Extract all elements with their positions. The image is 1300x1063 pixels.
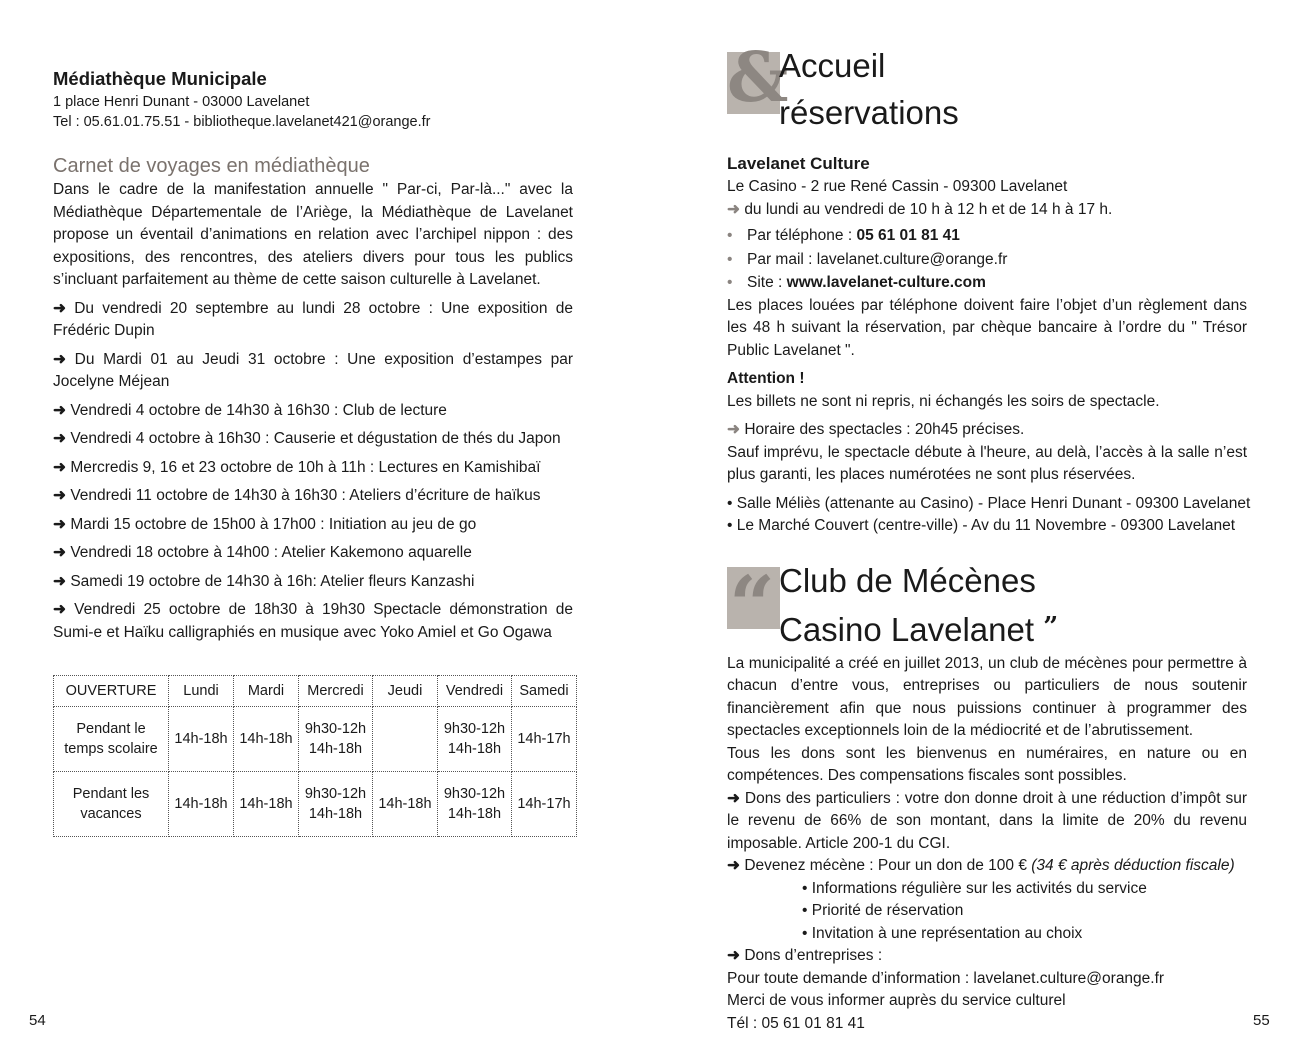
- column-header: Vendredi: [437, 676, 511, 707]
- site-label: Site :: [747, 274, 787, 291]
- show-time-text: Horaire des spectacles : 20h45 précises.: [744, 421, 1025, 438]
- row-label-line: temps scolaire: [64, 741, 158, 757]
- company-donations: [727, 945, 1247, 968]
- arrow-icon: ➜: [53, 572, 66, 590]
- event-item: [53, 571, 573, 594]
- heading-line-text: Casino Lavelanet: [779, 610, 1044, 648]
- heading-line: Accueil: [779, 47, 886, 84]
- benefit-item: • Informations régulière sur les activités du service: [802, 879, 1147, 897]
- event-item: [53, 514, 573, 537]
- event-item: [53, 298, 573, 343]
- cell-line: 9h30-12h: [443, 786, 506, 802]
- hours-text: du lundi au vendredi de 10 h à 12 h et de 14 h à 17 h.: [744, 200, 1113, 218]
- venue-line: • Salle Méliès (attenante au Casino) - Place Henri Dunant - 09300 Lavelanet: [727, 494, 1251, 512]
- intro-paragraph: Dans le cadre de la manifestation annuelle " Par-ci, Par-là..." avec la Médiathèque Départementale de l’Ariège, la Médiathèque de Lavelanet propose un éventail d’animations en relation avec l’archipel nippon : des expositions, des rencontres, des ateliers divers pour tous les publics s’incluant parfaitement au thème de cette saison culturelle à Lavelanet.: [53, 181, 573, 288]
- table-cell: 14h-18h: [169, 707, 234, 772]
- ampersand-glyph: &: [727, 38, 789, 118]
- opening-hours-table: [53, 675, 577, 837]
- phone-label: Par téléphone :: [747, 227, 857, 244]
- right-column: [727, 38, 1251, 1035]
- heading-line: Club de Mécènes: [779, 561, 1036, 599]
- arrow-icon: ➜: [727, 789, 740, 807]
- table-cell: 14h-18h: [233, 772, 298, 837]
- attention-text: Les billets ne sont ni repris, ni échangés les soirs de spectacle.: [727, 392, 1160, 410]
- show-time: [727, 419, 1247, 442]
- column-header: OUVERTURE: [54, 676, 169, 707]
- cell-line: 9h30-12h: [304, 721, 367, 737]
- heading-line: réservations: [779, 94, 959, 131]
- table-cell: 14h-17h: [511, 772, 576, 837]
- opening-hours: [727, 199, 1247, 222]
- table-row: [54, 772, 577, 837]
- arrow-icon: ➜: [53, 544, 66, 561]
- info-request: Pour toute demande d’information : lavelanet.culture@orange.fr: [727, 969, 1165, 987]
- phone-number: 05 61 01 81 41: [856, 227, 960, 244]
- payment-note: Les places louées par téléphone doivent faire l’objet d’un règlement dans les 48 h suivant la réservation, par chèque bancaire à l’ordre du " Trésor Public Lavelanet ".: [727, 296, 1247, 359]
- arrow-icon: ➜: [53, 299, 66, 317]
- benefit-item: • Priorité de réservation: [802, 902, 964, 919]
- event-text: Vendredi 25 octobre de 18h30 à 19h30 Spectacle démonstration de Sumi-e et Haïku calligraphiés en musique avec Yoko Amiel et Go Ogawa: [53, 601, 573, 641]
- table-cell: [298, 772, 372, 837]
- arrow-icon: ➜: [53, 350, 66, 368]
- site-url: www.lavelanet-culture.com: [786, 274, 986, 291]
- arrow-icon: ➜: [727, 421, 740, 438]
- contact-item: [727, 249, 1247, 272]
- ampersand-icon: [727, 38, 789, 118]
- table-cell: 14h-18h: [372, 772, 437, 837]
- event-text: Mercredis 9, 16 et 23 octobre de 10h à 11h : Lectures en Kamishibaï: [70, 458, 541, 476]
- mail-label: Par mail : lavelanet.culture@orange.fr: [747, 250, 1008, 268]
- late-note: Sauf imprévu, le spectacle débute à l'heure, au delà, l’accès à la salle n’est plus garanti, les places numérotées ne sont plus réservées.: [727, 443, 1247, 483]
- row-label-line: Pendant le: [76, 721, 146, 737]
- right-page: [650, 0, 1300, 1063]
- row-label: [54, 772, 169, 837]
- arrow-icon: ➜: [727, 200, 740, 218]
- table-row: [54, 707, 577, 772]
- section-heading-accueil: [727, 38, 1247, 138]
- attention-title: Attention !: [727, 370, 805, 387]
- event-item: [53, 400, 573, 423]
- column-header: Mercredi: [298, 676, 372, 707]
- company-donations-text: Dons d’entreprises :: [744, 947, 883, 964]
- club-intro: La municipalité a créé en juillet 2013, un club de mécènes pour permettre à chacun d’entre vous, entreprises ou particuliers de nous soutenir financièrement afin que nous puissions continuer à programmer des spectacles exceptionnels loin de la médiocrité et de l’abrutissement.: [727, 654, 1247, 739]
- arrow-icon: ➜: [53, 401, 66, 419]
- table-cell: [437, 772, 511, 837]
- venue-name: Médiathèque Municipale: [53, 68, 267, 89]
- event-item: [53, 457, 573, 480]
- heading-text: [779, 42, 959, 136]
- thanks-line: Merci de vous informer auprès du service culturel: [727, 992, 1066, 1009]
- venue-address: 1 place Henri Dunant - 03000 Lavelanet: [53, 94, 310, 110]
- page-number: 54: [29, 1012, 46, 1029]
- venue-line: • Le Marché Couvert (centre-ville) - Av du 11 Novembre - 09300 Lavelanet: [727, 517, 1235, 534]
- arrow-icon: ➜: [53, 430, 66, 447]
- row-label-line: vacances: [80, 806, 142, 822]
- quote-icon: [727, 557, 780, 652]
- become-patron: [727, 855, 1247, 878]
- arrow-icon: ➜: [53, 458, 66, 476]
- page-number: 55: [1253, 1012, 1270, 1029]
- event-text: Vendredi 18 octobre à 14h00 : Atelier Kakemono aquarelle: [70, 544, 472, 561]
- club-donations: Tous les dons sont les bienvenus en numéraires, en nature ou en compétences. Des compensations fiscales sont possibles.: [727, 744, 1247, 784]
- section-title: Carnet de voyages en médiathèque: [53, 155, 370, 177]
- arrow-icon: ➜: [53, 487, 66, 504]
- event-item: [53, 349, 573, 394]
- event-item: [53, 599, 573, 644]
- event-item: [53, 428, 573, 451]
- row-label-line: Pendant les: [72, 786, 150, 802]
- venue-contact: Tel : 05.61.01.75.51 - bibliotheque.lavelanet421@orange.fr: [53, 114, 431, 130]
- arrow-icon: ➜: [53, 601, 66, 618]
- event-text: Vendredi 4 octobre à 16h30 : Causerie et dégustation de thés du Japon: [70, 430, 561, 447]
- cell-line: 14h-18h: [447, 741, 502, 757]
- event-item: [53, 485, 573, 508]
- heading-text: [779, 557, 1058, 653]
- heading-line: [779, 604, 1058, 653]
- event-text: Samedi 19 octobre de 14h30 à 16h: Atelier fleurs Kanzashi: [70, 572, 475, 590]
- contact-item: [727, 272, 1247, 295]
- table-header-row: [54, 676, 577, 707]
- column-header: Mardi: [233, 676, 298, 707]
- event-text: Vendredi 4 octobre de 14h30 à 16h30 : Club de lecture: [70, 401, 447, 419]
- table-cell: 14h-18h: [169, 772, 234, 837]
- individual-donations: [727, 788, 1247, 856]
- cell-line: 9h30-12h: [304, 786, 367, 802]
- table-cell: 14h-18h: [233, 707, 298, 772]
- row-label: [54, 707, 169, 772]
- event-item: [53, 542, 573, 565]
- arrow-icon: ➜: [727, 857, 740, 874]
- become-note: (34 € après déduction fiscale): [1031, 857, 1235, 874]
- phone-line: Tél : 05 61 01 81 41: [727, 1014, 865, 1032]
- event-text: Du Mardi 01 au Jeudi 31 octobre : Une exposition d’estampes par Jocelyne Méjean: [53, 350, 574, 390]
- quote-glyph: “: [729, 557, 776, 652]
- contact-list: [727, 225, 1247, 295]
- contact-item: [727, 225, 1247, 248]
- close-quote-icon: ”: [1043, 611, 1059, 642]
- section-heading-club: [727, 557, 1247, 653]
- benefit-item: • Invitation à une représentation au choix: [802, 924, 1083, 942]
- column-header: Lundi: [169, 676, 234, 707]
- table-cell: [372, 707, 437, 772]
- column-header: Samedi: [511, 676, 576, 707]
- cell-line: 14h-18h: [308, 806, 363, 822]
- individual-donations-text: Dons des particuliers : votre don donne droit à une réduction d’impôt sur le revenu de 66% de son montant, dans la limite de 20% du revenu imposable. Article 200-1 du CGI.: [727, 789, 1247, 852]
- event-text: Mardi 15 octobre de 15h00 à 17h00 : Initiation au jeu de go: [70, 515, 477, 533]
- cell-line: 14h-18h: [447, 806, 502, 822]
- event-text: Du vendredi 20 septembre au lundi 28 octobre : Une exposition de Frédéric Dupin: [53, 299, 573, 339]
- become-label: Devenez mécène : Pour un don de 100 €: [744, 857, 1032, 874]
- table-cell: [298, 707, 372, 772]
- org-address: Le Casino - 2 rue René Cassin - 09300 Lavelanet: [727, 178, 1068, 195]
- table-cell: 14h-17h: [511, 707, 576, 772]
- arrow-icon: ➜: [727, 947, 740, 964]
- event-text: Vendredi 11 octobre de 14h30 à 16h30 : Ateliers d’écriture de haïkus: [70, 487, 541, 504]
- table-cell: [437, 707, 511, 772]
- org-name: Lavelanet Culture: [727, 154, 870, 173]
- column-header: Jeudi: [372, 676, 437, 707]
- left-column: [53, 66, 573, 644]
- cell-line: 14h-18h: [308, 741, 363, 757]
- arrow-icon: ➜: [53, 515, 66, 533]
- cell-line: 9h30-12h: [443, 721, 506, 737]
